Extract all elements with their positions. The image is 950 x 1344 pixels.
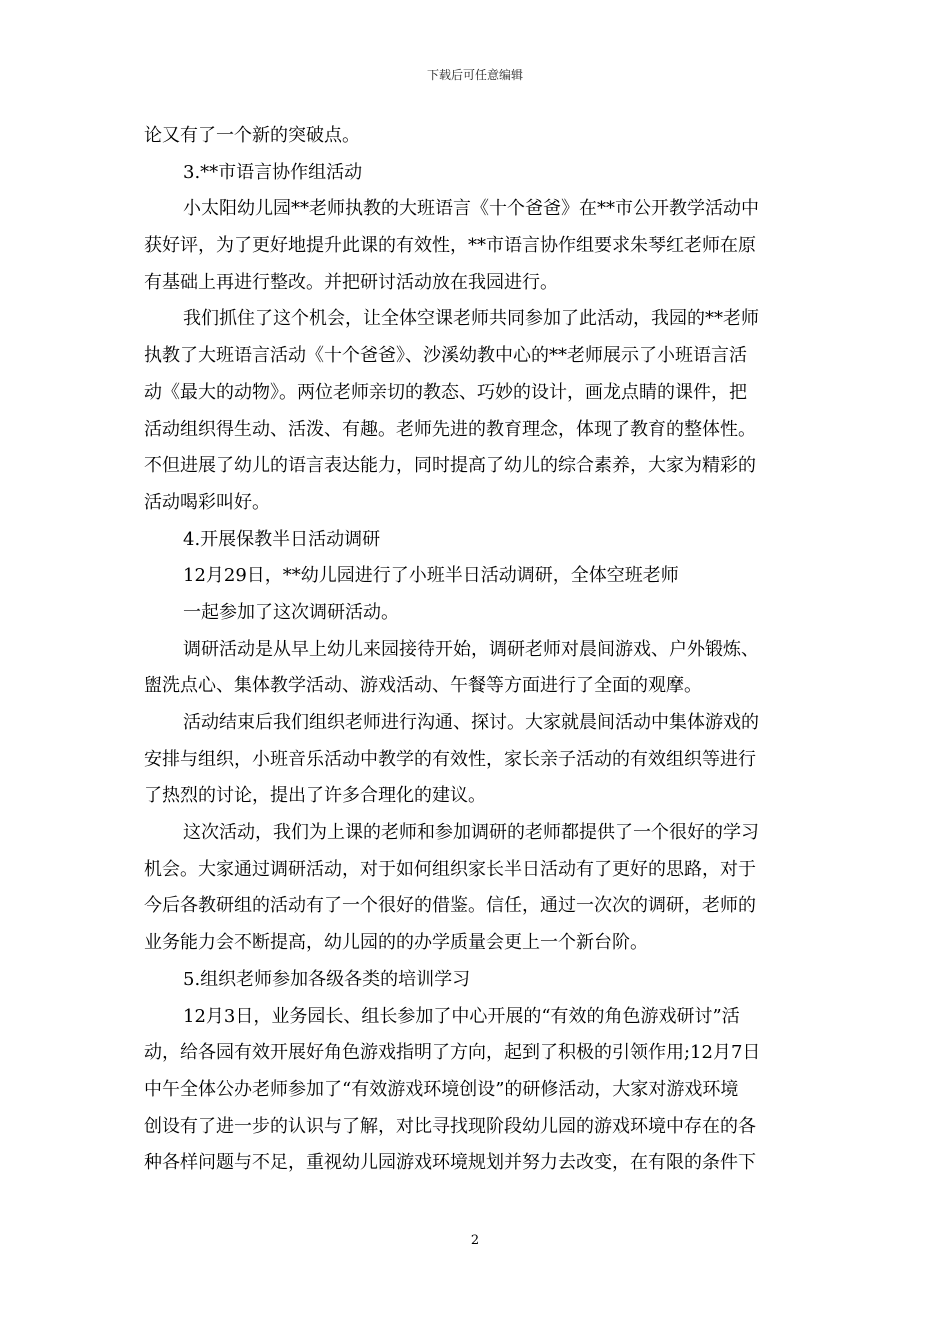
- text-line: 论又有了一个新的突破点。: [144, 125, 360, 146]
- text-line: 12月29日，**幼儿园进行了小班半日活动调研，全体空班老师: [183, 565, 679, 587]
- text-line: 种各样问题与不足，重视幼儿园游戏环境规划并努力去改变，在有限的条件下: [144, 1152, 756, 1174]
- text-line: 不但进展了幼儿的语言表达能力，同时提高了幼儿的综合素养，大家为精彩的: [144, 455, 756, 477]
- text-line: 一起参加了这次调研活动。: [183, 601, 399, 623]
- text-line: 调研活动是从早上幼儿来园接待开始，调研老师对晨间游戏、户外锻炼、: [183, 638, 759, 660]
- text-line: 盥洗点心、集体教学活动、游戏活动、午餐等方面进行了全面的观摩。: [144, 675, 702, 697]
- text-line: 业务能力会不断提高，幼儿园的的办学质量会更上一个新台阶。: [144, 932, 648, 954]
- text-line: 有基础上再进行整改。并把研讨活动放在我园进行。: [144, 271, 558, 293]
- text-line: 创设有了进一步的认识与了解，对比寻找现阶段幼儿园的游戏环境中存在的各: [144, 1115, 756, 1137]
- text-line: 中午全体公办老师参加了“有效游戏环境创设”的研修活动，大家对游戏环境: [144, 1078, 739, 1100]
- text-line: 动《最大的动物》。两位老师亲切的教态、巧妙的设计，画龙点睛的课件，把: [144, 381, 747, 403]
- text-line: 机会。大家通过调研活动，对于如何组织家长半日活动有了更好的思路，对于: [144, 858, 756, 880]
- text-line: 活动喝彩叫好。: [144, 491, 270, 513]
- text-line: 12月3日，业务园长、组长参加了中心开展的“有效的角色游戏研讨”活: [183, 1005, 740, 1027]
- text-line: 动，给各园有效开展好角色游戏指明了方向，起到了积极的引领作用;12月7日: [144, 1042, 761, 1064]
- text-line: 我们抓住了这个机会，让全体空课老师共同参加了此活动，我园的**老师: [183, 308, 759, 330]
- text-line: 执教了大班语言活动《十个爸爸》、沙溪幼教中心的**老师展示了小班语言活: [144, 345, 747, 367]
- text-line: 了热烈的讨论，提出了许多合理化的建议。: [144, 785, 486, 807]
- text-line: 4.开展保教半日活动调研: [183, 528, 381, 550]
- text-line: 活动组织得生动、活泼、有趣。老师先进的教育理念，体现了教育的整体性。: [144, 418, 756, 440]
- page-number: 2: [470, 1233, 480, 1248]
- text-line: 5.组织老师参加各级各类的培训学习: [183, 968, 471, 990]
- text-line: 获好评，为了更好地提升此课的有效性，**市语言协作组要求朱琴红老师在原: [144, 235, 756, 257]
- text-line: 这次活动，我们为上课的老师和参加调研的老师都提供了一个很好的学习: [183, 822, 759, 844]
- text-line: 安排与组织，小班音乐活动中教学的有效性，家长亲子活动的有效组织等进行: [144, 748, 756, 770]
- text-line: 今后各教研组的活动有了一个很好的借鉴。信任，通过一次次的调研，老师的: [144, 895, 756, 917]
- document-body: [144, 118, 808, 1182]
- text-line: 3.**市语言协作组活动: [183, 161, 363, 183]
- text-line: 活动结束后我们组织老师进行沟通、探讨。大家就晨间活动中集体游戏的: [183, 712, 759, 733]
- page-header: 下载后可任意编辑: [426, 68, 523, 82]
- text-line: 小太阳幼儿园**老师执教的大班语言《十个爸爸》在**市公开教学活动中: [183, 198, 759, 220]
